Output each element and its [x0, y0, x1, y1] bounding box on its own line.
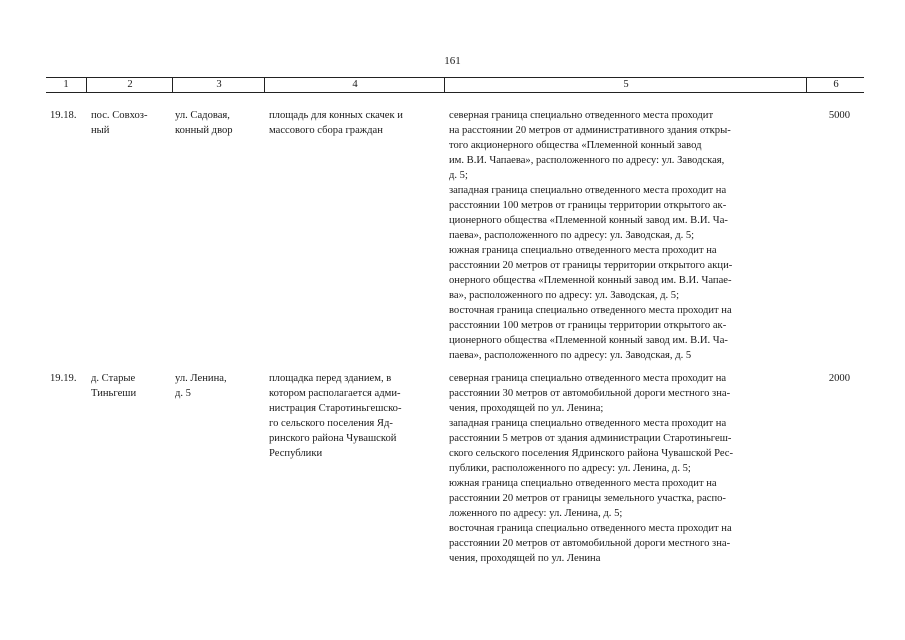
boundary-line: ционерного общества «Племенной конный завод им. В.И. Ча- — [449, 215, 728, 226]
place-line: массового сбора граждан — [269, 125, 383, 136]
column-4-header: 4 — [264, 78, 445, 92]
boundary-line: ва», расположенного по адресу: ул. Заводская, д. 5; — [449, 290, 680, 301]
place-line: ринского района Чувашской — [269, 433, 397, 444]
column-5-header: 5 — [444, 78, 807, 92]
place-line: площадь для конных скачек и — [269, 110, 403, 121]
boundary-line: расстоянии 20 метров от автомобильной дороги местного зна- — [449, 538, 731, 549]
boundary-line: чения, проходящей по ул. Ленина — [449, 553, 601, 564]
boundary-line: паева», расположенного по адресу: ул. Заводская, д. 5 — [449, 350, 692, 361]
column-3-header: 3 — [172, 78, 265, 92]
place-line: котором располагается адми- — [269, 388, 401, 399]
boundary-line: расстоянии 5 метров от здания администрации Старотиньгеш- — [449, 433, 732, 444]
area-value: 5000 — [828, 110, 850, 121]
place-line: нистрация Старотиньгешско- — [269, 403, 402, 414]
boundary-line: расстоянии 20 метров от границы земельного участка, распо- — [449, 493, 726, 504]
boundary-line: ционерного общества «Племенной конный завод им. В.И. Ча- — [449, 335, 728, 346]
boundary-line: западная граница специально отведенного места проходит на — [449, 418, 727, 429]
boundary-line: паева», расположенного по адресу: ул. Заводская, д. 5; — [449, 230, 695, 241]
boundary-line: западная граница специально отведенного места проходит на — [449, 185, 727, 196]
boundary-line: восточная граница специально отведенного места проходит на — [449, 523, 732, 534]
boundary-line: расстоянии 30 метров от автомобильной дороги местного зна- — [449, 388, 731, 399]
place-line: го сельского поселения Яд- — [269, 418, 393, 429]
boundary-line: онерного общества «Племенной конный завод им. В.И. Чапае- — [449, 275, 732, 286]
boundary-line: южная граница специально отведенного места проходит на — [449, 245, 717, 256]
row-number: 19.18. — [50, 110, 77, 121]
street-line: ул. Садовая, — [175, 110, 230, 121]
boundary-line: северная граница специально отведенного места проходит на — [449, 373, 727, 384]
boundary-line: расстоянии 100 метров от границы территории открытого ак- — [449, 320, 727, 331]
settlement-line: ный — [91, 125, 110, 136]
settlement-line: пос. Совхоз- — [91, 110, 148, 121]
settlement-line: Тиньгеши — [91, 388, 137, 399]
boundary-line: им. В.И. Чапаева», расположенного по адресу: ул. Заводская, — [449, 155, 725, 166]
boundary-line: расстоянии 20 метров от границы территории открытого акци- — [449, 260, 733, 271]
place-line: Республики — [269, 448, 323, 459]
street-line: д. 5 — [175, 388, 191, 399]
street-cell — [175, 108, 261, 138]
boundaries-cell — [449, 108, 801, 363]
boundary-line: ского сельского поселения Ядринского района Чувашской Рес- — [449, 448, 734, 459]
place-cell — [269, 371, 441, 461]
boundary-line: на расстоянии 20 метров от административного здания откры- — [449, 125, 731, 136]
street-line: ул. Ленина, — [175, 373, 227, 384]
column-6-header: 6 — [806, 78, 865, 92]
column-1-header: 1 — [63, 79, 69, 90]
boundary-line: южная граница специально отведенного места проходит на — [449, 478, 717, 489]
boundary-line: чения, проходящей по ул. Ленина; — [449, 403, 604, 414]
place-line: площадка перед зданием, в — [269, 373, 392, 384]
settlement-line: д. Старые — [91, 373, 136, 384]
boundary-line: того акционерного общества «Племенной конный завод — [449, 140, 702, 151]
boundary-line: восточная граница специально отведенного места проходит на — [449, 305, 732, 316]
settlement-cell — [91, 108, 167, 138]
boundaries-cell — [449, 371, 801, 566]
boundary-line: д. 5; — [449, 170, 468, 181]
boundary-line: расстоянии 100 метров от границы территории открытого ак- — [449, 200, 727, 211]
boundary-line: публики, расположенного по адресу: ул. Ленина, д. 5; — [449, 463, 691, 474]
column-number-header — [46, 77, 864, 93]
place-cell — [269, 108, 441, 138]
page-number: 161 — [444, 55, 461, 67]
area-value: 2000 — [828, 373, 850, 384]
column-2-header: 2 — [86, 78, 173, 92]
row-number: 19.19. — [50, 373, 77, 384]
settlement-cell — [91, 371, 167, 401]
street-line: конный двор — [175, 125, 233, 136]
street-cell — [175, 371, 261, 401]
boundary-line: ложенного по адресу: ул. Ленина, д. 5; — [449, 508, 623, 519]
boundary-line: северная граница специально отведенного места проходит — [449, 110, 714, 121]
